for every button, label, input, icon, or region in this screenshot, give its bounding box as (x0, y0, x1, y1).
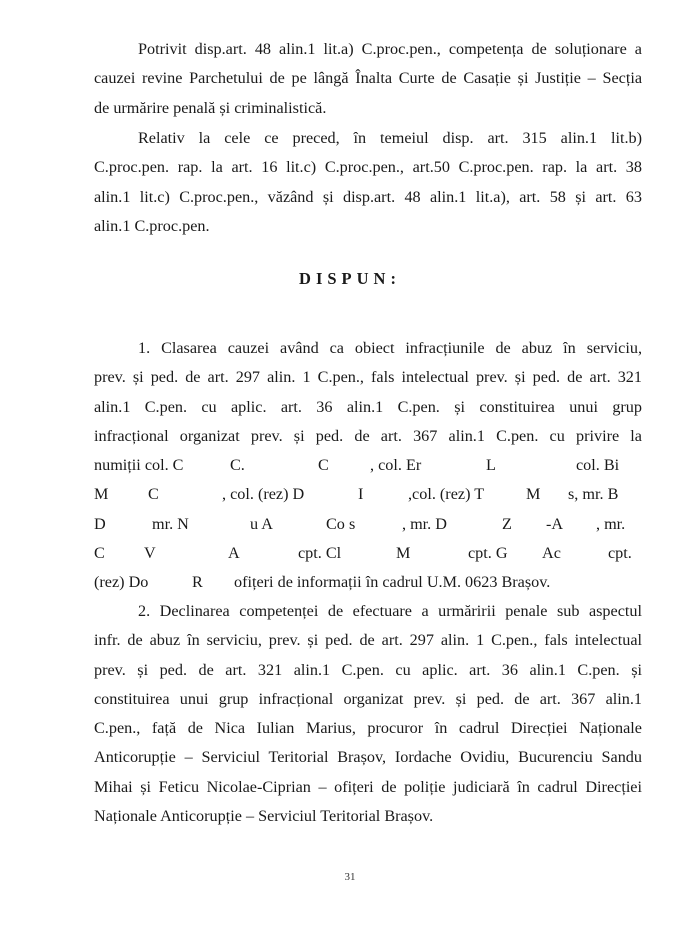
redacted-fragment: ofițeri de informații în cadrul U.M. 0623 Brașov. (234, 573, 551, 592)
text-line: Relativ la cele ce preced, în temeiul disp. art. 315 alin.1 lit.b) (138, 129, 642, 147)
redacted-fragment: M (396, 543, 411, 562)
redacted-fragment: M (526, 485, 541, 504)
redacted-row (94, 510, 642, 539)
paragraph-competence (94, 35, 642, 123)
redacted-fragment: cpt. G (468, 543, 508, 562)
redacted-fragment: Z (502, 514, 512, 533)
redacted-fragment: numiții col. C (94, 456, 184, 474)
redacted-fragment: (rez) Do (94, 573, 149, 592)
redacted-fragment: , col. (rez) D (222, 485, 305, 504)
redacted-fragment: D (94, 514, 106, 533)
section-heading: DISPUN: (299, 269, 401, 288)
text-line: C.proc.pen. rap. la art. 16 lit.c) C.proc.pen., art.50 C.proc.pen. rap. la art. 38 (94, 158, 642, 177)
redacted-fragment: L (486, 456, 496, 474)
redacted-fragment: C (94, 543, 105, 562)
paragraph-legal-basis (94, 124, 642, 241)
redacted-fragment: , mr. D (402, 514, 447, 533)
redacted-fragment: M (94, 485, 109, 504)
redacted-fragment: ,col. (rez) T (408, 485, 485, 504)
redacted-fragment: I (358, 485, 364, 504)
page-number: 31 (344, 871, 356, 883)
text-line: 1. Clasarea cauzei având ca obiect infracțiunile de abuz în serviciu, (138, 339, 642, 357)
redacted-fragment: C. (230, 456, 245, 474)
redacted-fragment: Co s (326, 514, 356, 533)
redacted-fragment: , col. Er (370, 456, 422, 474)
text-line: cauzei revine Parchetului de pe lângă Înalta Curte de Casație și Justiție – Secția (94, 69, 642, 88)
redacted-row (94, 539, 642, 568)
text-line: alin.1 C.proc.pen. (94, 216, 210, 235)
redacted-fragment: -A (546, 514, 564, 533)
redacted-fragment: col. Bi (576, 456, 620, 474)
redacted-fragment: C (148, 485, 159, 504)
text-line: Anticorupție – Serviciul Teritorial Brașov, Iordache Ovidiu, Bucurenciu Sandu (94, 748, 642, 767)
redacted-fragment: u A (250, 514, 273, 533)
redacted-fragment: cpt. Cl (298, 543, 342, 562)
redacted-fragment: A (228, 543, 240, 562)
text-line: C.pen., față de Nica Iulian Marius, procuror în cadrul Direcției Naționale (94, 719, 642, 738)
text-line: Naționale Anticorupție – Serviciul Teritorial Brașov. (94, 807, 434, 826)
redacted-fragment: s, mr. B (568, 485, 619, 504)
text-line: prev. și ped. de art. 297 alin. 1 C.pen., fals intelectual prev. și ped. de art. 321 (94, 368, 642, 387)
redacted-row (94, 451, 642, 480)
text-line: prev. și ped. de art. 321 alin.1 C.pen. cu aplic. art. 36 alin.1 C.pen. și (94, 660, 642, 679)
redacted-fragment: Ac (542, 543, 561, 562)
redacted-row (94, 480, 642, 509)
text-line: alin.1 lit.c) C.proc.pen., văzând și disp.art. 48 alin.1 lit.a), art. 58 și art. 63 (94, 187, 642, 206)
text-line: 2. Declinarea competenței de efectuare a urmăririi penale sub aspectul (138, 602, 642, 620)
text-line: infracțional organizat prev. și ped. de art. 367 alin.1 C.pen. cu privire la (94, 426, 642, 445)
redacted-fragment: cpt. (608, 543, 632, 562)
redacted-fragment: mr. N (152, 514, 189, 533)
redacted-names-block (94, 451, 642, 597)
redacted-fragment: V (144, 543, 156, 562)
text-line: infr. de abuz în serviciu, prev. și ped. de art. 297 alin. 1 C.pen., fals intelectual (94, 631, 642, 650)
redacted-fragment: , mr. (596, 514, 626, 533)
item-1-classification (94, 334, 642, 451)
redacted-fragment: R (192, 573, 203, 592)
item-2-declination (94, 597, 642, 831)
redacted-fragment: C (318, 456, 329, 474)
text-line: alin.1 C.pen. cu aplic. art. 36 alin.1 C.pen. și constituirea unui grup (94, 397, 642, 416)
text-line: Mihai și Feticu Nicolae-Ciprian – ofițeri de poliție judiciară în cadrul Direcției (94, 777, 642, 796)
redacted-row (94, 568, 642, 597)
text-line: constituirea unui grup infracțional organizat prev. și ped. de art. 367 alin.1 (94, 689, 642, 708)
text-line: de urmărire penală și criminalistică. (94, 98, 327, 117)
text-line: Potrivit disp.art. 48 alin.1 lit.a) C.proc.pen., competența de soluționare a (138, 40, 642, 58)
